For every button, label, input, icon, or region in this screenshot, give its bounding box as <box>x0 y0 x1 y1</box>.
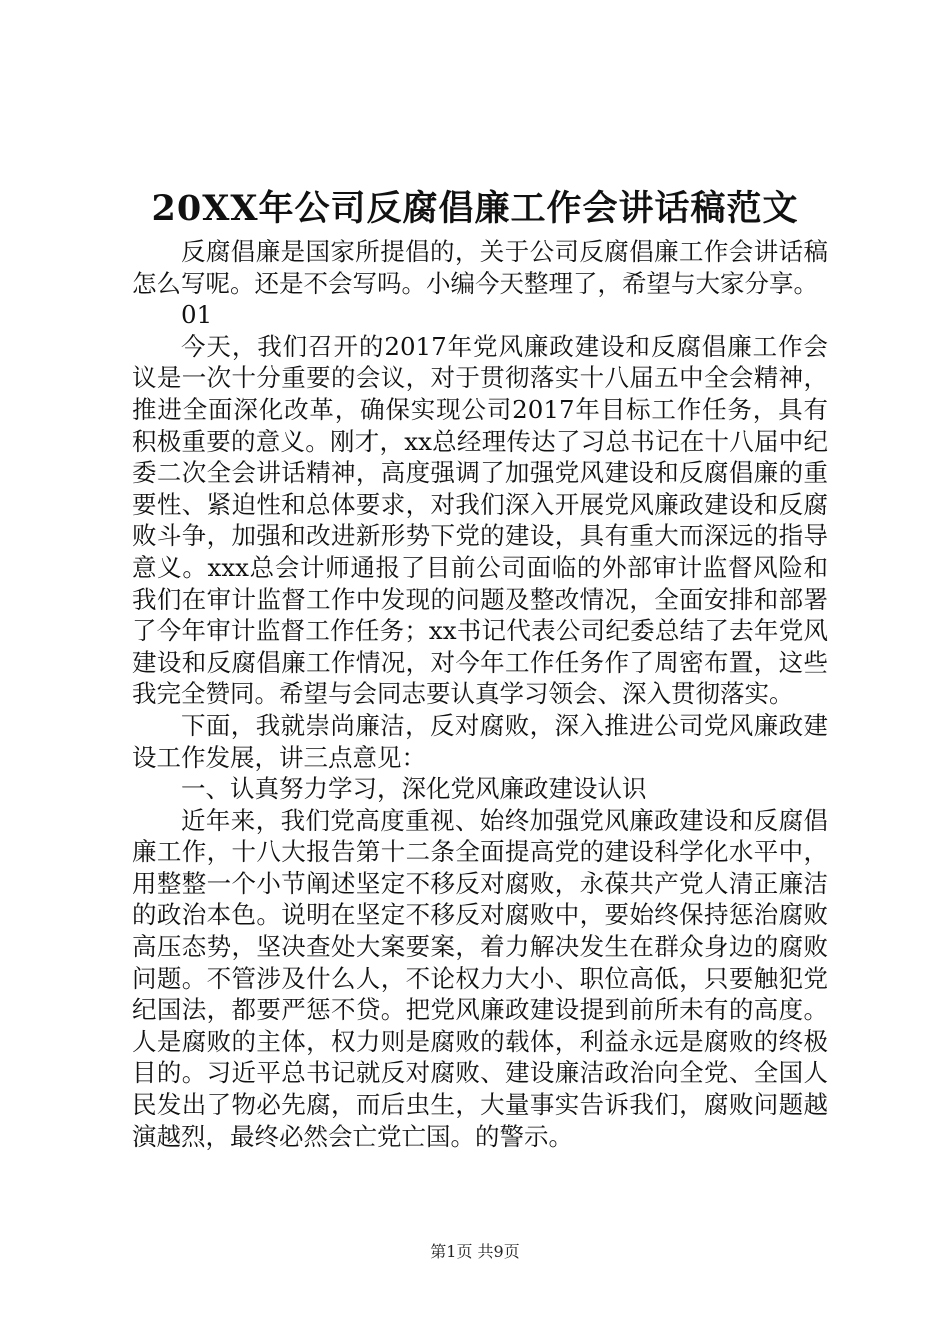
section-number: 01 <box>181 300 213 330</box>
body-paragraph-3: 近年来，我们党高度重视、始终加强党风廉政建设和反腐倡廉工作，十八大报告第十二条全面提高党的建设科学化水平中，用整整一个小节阐述坚定不移反对腐败，永葆共产党人清正廉洁的政治本色。说明在坚定不移反对腐败中，要始终保持惩治腐败高压态势，坚决查处大案要案，着力解决发生在群众身边的腐败问题。不管涉及什么人，不论权力大小、职位高低，只要触犯党纪国法，都要严惩不贷。把党风廉政建设提到前所未有的高度。人是腐败的主体，权力则是腐败的载体，利益永远是腐败的终极目的。习近平总书记就反对腐败、建设廉洁政治向全党、全国人民发出了物必先腐，而后虫生，大量事实告诉我们，腐败问题越演越烈，最终必然会亡党亡国。的警示。 <box>132 805 828 1151</box>
body-paragraph-1: 今天，我们召开的2017年党风廉政建设和反腐倡廉工作会议是一次十分重要的会议，对于贯彻落实十八届五中全会精神，推进全面深化改革，确保实现公司2017年目标工作任务，具有积极重要的意义。刚才，xx总经理传达了习总书记在十八届中纪委二次全会讲话精神，高度强调了加强党风建设和反腐倡廉的重要性、紧迫性和总体要求，对我们深入开展党风廉政建设和反腐败斗争，加强和改进新形势下党的建设，具有重大而深远的指导意义。xxx总会计师通报了目前公司面临的外部审计监督风险和我们在审计监督工作中发现的问题及整改情况，全面安排和部署了今年审计监督工作任务；xx书记代表公司纪委总结了去年党风建设和反腐倡廉工作情况，对今年工作任务作了周密布置，这些我完全赞同。希望与会同志要认真学习领会、深入贯彻落实。 <box>132 331 828 709</box>
section-heading-1: 一、认真努力学习，深化党风廉政建设认识 <box>181 774 647 804</box>
intro-paragraph: 反腐倡廉是国家所提倡的，关于公司反腐倡廉工作会讲话稿怎么写呢。还是不会写吗。小编今天整理了，希望与大家分享。 <box>132 237 828 298</box>
body-paragraph-2: 下面，我就崇尚廉洁，反对腐败，深入推进公司党风廉政建设工作发展，讲三点意见： <box>132 710 828 772</box>
page-footer: 第1页 共9页 <box>430 1242 520 1261</box>
document-body <box>132 236 828 1152</box>
page-title: 20XX年公司反腐倡廉工作会讲话稿范文 <box>151 188 799 229</box>
